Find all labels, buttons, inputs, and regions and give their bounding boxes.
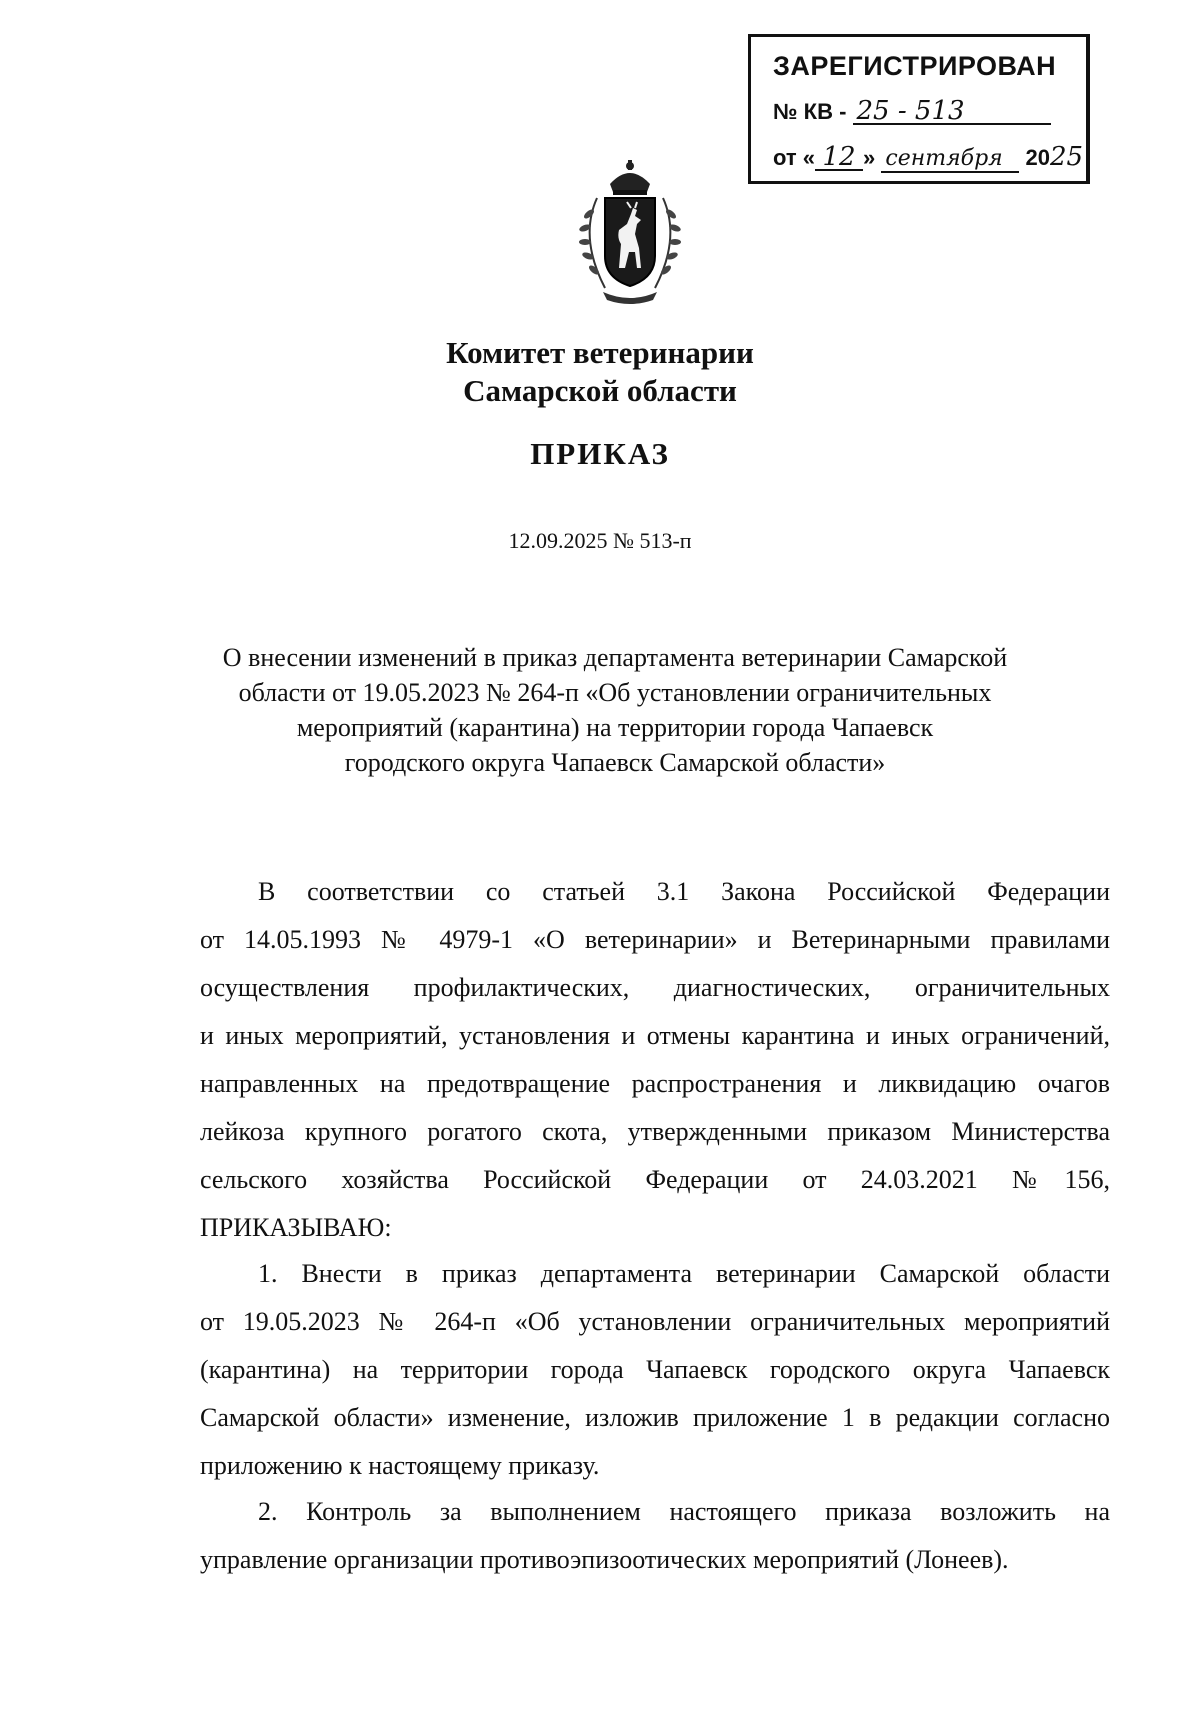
item-1-line: приложению к настоящему приказу.: [200, 1451, 600, 1480]
document-type: ПРИКАЗ: [530, 436, 670, 471]
preamble-line: лейкоза крупного рогатого скота, утвержденными приказом Министерства: [200, 1117, 1110, 1146]
preamble-paragraph: [200, 868, 1110, 1252]
preamble-line: ПРИКАЗЫВАЮ:: [200, 1213, 392, 1242]
preamble-line: сельского хозяйства Российской Федерации от 24.03.2021 №156,: [200, 1165, 1110, 1194]
stamp-number-line: [773, 96, 1051, 126]
order-subject-line: мероприятий (карантина) на территории города Чапаевск: [296, 713, 934, 742]
order-subject-line: О внесении изменений в приказ департамента ветеринарии Самарской: [222, 643, 1008, 672]
stamp-title: ЗАРЕГИСТРИРОВАН: [773, 51, 1057, 81]
order-subject: [160, 640, 1070, 780]
item-1-line: (карантина) на территории города Чапаевск городского округа Чапаевск: [200, 1355, 1110, 1384]
stamp-date-prefix: от «: [773, 145, 816, 170]
organization-name: [0, 334, 1200, 410]
order-item-2: [200, 1488, 1110, 1584]
item-2-line: 2. Контроль за выполнением настоящего приказа возложить на: [258, 1497, 1110, 1526]
preamble-line: осуществления профилактических, диагностических, ограничительных: [200, 973, 1110, 1002]
preamble-line: и иных мероприятий, установления и отмены карантина и иных ограничений,: [200, 1021, 1110, 1050]
preamble-line: направленных на предотвращение распространения и ликвидацию очагов: [200, 1069, 1110, 1098]
stamp-date-day: 12: [815, 145, 863, 171]
order-subject-line: городского округа Чапаевск Самарской области»: [344, 748, 886, 777]
samara-coat-of-arms-icon: [567, 158, 693, 306]
stamp-date-month: сентября: [881, 147, 1019, 173]
item-1-line: 1. Внести в приказ департамента ветеринарии Самарской области: [258, 1259, 1110, 1288]
registration-stamp: [748, 34, 1090, 184]
preamble-line: В соответствии со статьей 3.1 Закона Российской Федерации: [258, 877, 1110, 906]
stamp-date-mid: »: [863, 145, 876, 170]
stamp-date-year-prefix: 20: [1025, 145, 1050, 170]
order-subject-line: области от 19.05.2023 № 264-п «Об установлении ограничительных: [238, 678, 992, 707]
stamp-number-prefix: № КВ -: [773, 99, 847, 124]
stamp-number-value: 25 - 513: [853, 99, 1051, 125]
item-1-line: от 19.05.2023 № 264-п «Об установлении ограничительных мероприятий: [200, 1307, 1110, 1336]
item-1-line: Самарской области» изменение, изложив приложение 1 в редакции согласно: [200, 1403, 1110, 1432]
preamble-line: от 14.05.1993 № 4979-1 «О ветеринарии» и Ветеринарными правилами: [200, 925, 1110, 954]
order-item-1: [200, 1250, 1110, 1490]
organization-name-line1: Комитет ветеринарии: [446, 335, 754, 370]
item-2-line: управление организации противоэпизоотических мероприятий (Лонеев).: [200, 1545, 1009, 1574]
order-date-number: 12.09.2025 № 513-п: [508, 528, 692, 553]
organization-name-line2: Самарской области: [463, 373, 737, 408]
stamp-date-year-suffix: 25: [1050, 142, 1084, 172]
stamp-date-line: [773, 142, 1084, 173]
